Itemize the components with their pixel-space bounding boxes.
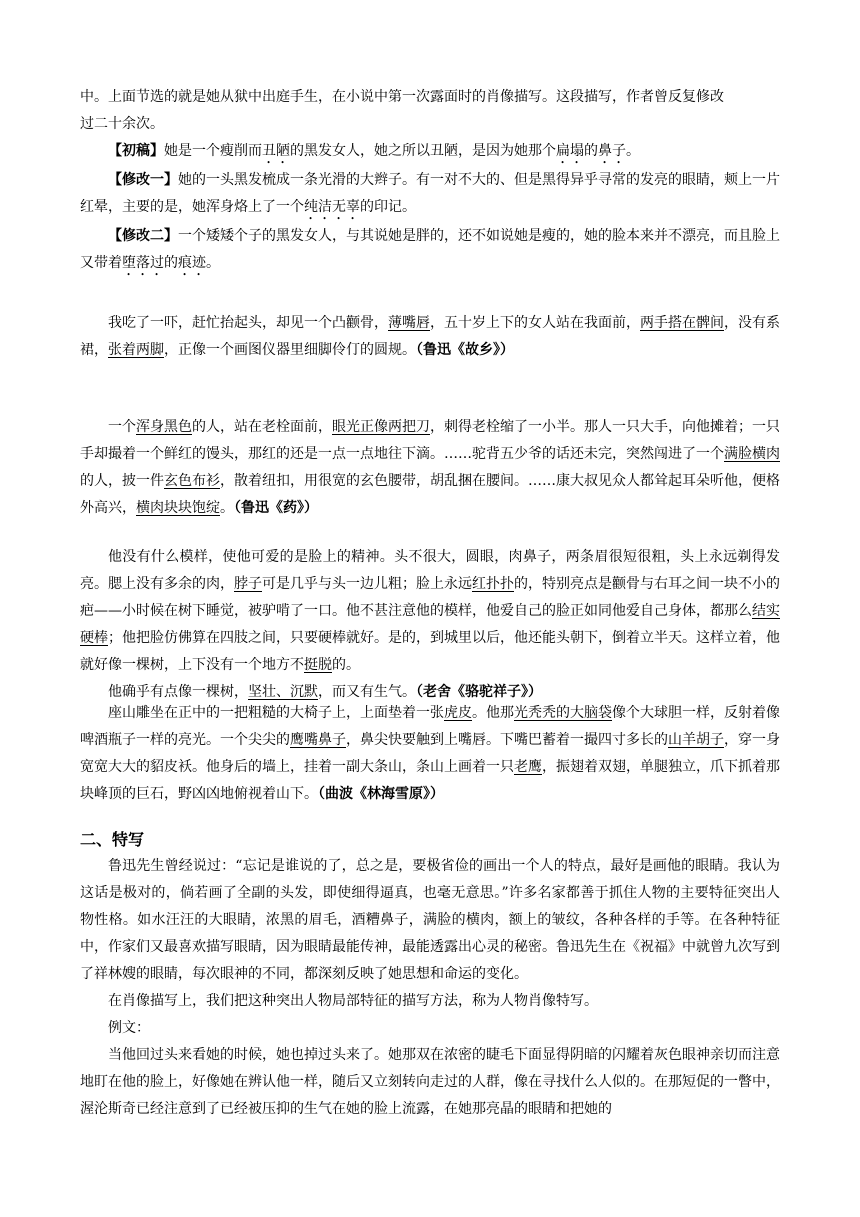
section-close-up [80, 826, 780, 1123]
example-luotuo-xiangzi: 他没有什么模样，使他可爱的是脸上的精神。头不很大，圆眼，肉鼻子，两条眉很短很粗，头上永远剃得发亮。腮上没有多余的肉，脖子可是几乎与头一边儿粗；脸上永远红扑扑的，特别亮点是颧骨与右耳之间一块不小的疤——小时候在树下睡觉，被驴啃了一口。他不甚注意他的模样，他爱自己的脸正如同他爱自己身体，都那么结实硬棒；他把脸仿佛算在四肢之间，只要硬棒就好。是的，到城里以后，他还能头朝下，倒着立半天。这样立着，他就好像一棵树，上下没有一个地方不挺脱的。 他确乎有点像一棵树，坚壮、沉默，而又有生气。（老舍《骆驼祥子》） [80, 549, 780, 700]
example-guxiang: 我吃了一吓，赶忙抬起头，却见一个凸颧骨，薄嘴唇，五十岁上下的女人站在我面前，两手搭在髀间，没有系裙，张着两脚，正像一个画图仪器里细脚伶仃的圆规。（鲁迅《故乡》） [80, 315, 780, 358]
underlined-phrase: 光秃秃的大脑袋 [514, 705, 612, 721]
section-paragraph-2: 在肖像描写上，我们把这种突出人物局部特征的描写方法，称为人物肖像特写。 [108, 993, 598, 1009]
underlined-phrase: 张着两脚 [108, 342, 164, 358]
underlined-phrase: 脖子 [234, 576, 262, 592]
underlined-phrase: 两手搭在髀间 [640, 315, 724, 331]
draft-tag: 【修改一】 [108, 172, 178, 188]
source-citation: （鲁迅《故乡》） [416, 342, 514, 358]
underlined-phrase: 满脸横肉 [724, 446, 780, 462]
draft-revision-1: 【修改一】她的一头黑发梳成一条光滑的大辫子。有一对不大的、但是黑得异乎寻常的发亮的眼睛，颊上一片红晕，主要的是，她浑身烙上了一个纯洁无辜的印记。 [80, 172, 780, 215]
section-heading: 二、特写 [80, 830, 145, 849]
draft-tag: 【初稿】 [108, 143, 164, 159]
underlined-phrase: 挺脱 [304, 657, 332, 673]
source-citation: （曲波《林海雪原》） [318, 786, 444, 802]
underlined-phrase: 坚壮、沉默 [248, 684, 318, 700]
underlined-phrase: 眼光正像两把刀 [332, 419, 430, 435]
intro-paragraph [80, 84, 780, 138]
underlined-phrase: 红扑扑 [472, 576, 514, 592]
underlined-phrase: 薄嘴唇 [388, 315, 430, 331]
dotted-phrase: 丑陋 [262, 143, 290, 159]
source-citation: （老舍《骆驼祥子》） [416, 684, 542, 700]
section-paragraph-1: 鲁迅先生曾经说过：“忘记是谁说的了，总之是，要极省俭的画出一个人的特点，最好是画他的眼睛。我认为这话是极对的，倘若画了全副的头发，即使细得逼真，也毫无意思。”许多名家都善于抓住人物的主要特征突出人物性格。如水汪汪的大眼睛，浓黑的眉毛，酒糟鼻子，满脸的横肉，额上的皱纹，各种各样的手等。在各种特征中，作家们又最喜欢描写眼睛，因为眼睛最能传神，最能透露出心灵的秘密。鲁迅先生在《祝福》中就曾九次写到了祥林嫂的眼睛，每次眼神的不同，都深刻反映了她思想和命运的变化。 [80, 858, 780, 982]
underlined-phrase: 鹰嘴鼻子 [290, 732, 346, 748]
underlined-phrase: 浑身黑色 [136, 419, 192, 435]
underlined-phrase: 老鹰 [514, 759, 542, 775]
drafts-block [80, 138, 780, 279]
underlined-phrase: 虎皮 [444, 705, 472, 721]
example-yao: 一个浑身黑色的人，站在老栓面前，眼光正像两把刀，刺得老栓缩了一小半。那人一只大手，向他摊着；一只手却撮着一个鲜红的馒头，那红的还是一点一点地往下滴。……驼背五少爷的话还未完，突然闯进了一个满脸横肉的人，披一件玄色布衫，散着纽扣，用很宽的玄色腰带，胡乱捆在腰间。……康大叔见众人都耸起耳朵听他，便格外高兴，横肉块块饱绽。（鲁迅《药》） [80, 419, 780, 516]
intro-line-1: 中。上面节选的就是她从狱中出庭手生，在小说中第一次露面时的肖像描写。这段描写，作者曾反复修改 [80, 89, 724, 105]
example-excerpt: 当他回过头来看她的时候，她也掉过头来了。她那双在浓密的睫毛下面显得阴暗的闪耀着灰色眼神亲切而注意地盯在他的脸上，好像她在辨认他一样，随后又立刻转向走过的人群，像在寻找什么人似的。在那短促的一瞥中，渥沦斯奇已经注意到了已经被压抑的生气在她的脸上流露，在她那亮晶的眼睛和把她的 [80, 1047, 780, 1117]
underlined-phrase: 结实硬棒 [80, 603, 780, 646]
dotted-phrase: 堕落过 [122, 255, 164, 271]
source-citation: （鲁迅《药》） [234, 500, 318, 516]
draft-revision-2: 【修改二】一个矮矮个子的黑发女人，与其说她是胖的，还不如说她是瘦的，她的脸本来并不漂亮，而且脸上又带着堕落过的痕迹。 [80, 228, 780, 271]
draft-initial: 【初稿】她是一个瘦削而丑陋的黑发女人，她之所以丑陋，是因为她那个扁塌的鼻子。 [108, 143, 640, 159]
dotted-phrase: 扁塌 [556, 143, 584, 159]
intro-line-2: 过二十余次。 [80, 116, 164, 132]
dotted-phrase: 纯洁无辜 [304, 199, 360, 215]
dotted-phrase: 痕迹 [178, 255, 206, 271]
draft-tag: 【修改二】 [108, 228, 178, 244]
example-linhai-xueyuan: 座山雕坐在正中的一把粗糙的大椅子上，上面垫着一张虎皮。他那光秃秃的大脑袋像个大球胆一样，反射着像啤酒瓶子一样的亮光。一个尖尖的鹰嘴鼻子，鼻尖快要触到上嘴唇。下嘴巴蓄着一撮四寸多长的山羊胡子，穿一身宽宽大大的貂皮袄。他身后的墙上，挂着一副大条山，条山上画着一只老鹰，振翅着双翅，单腿独立，爪下抓着那块峰顶的巨石，野凶凶地俯视着山下。（曲波《林海雪原》） [80, 705, 780, 802]
underlined-phrase: 玄色布衫 [164, 473, 220, 489]
dotted-phrase: 鼻子 [598, 143, 626, 159]
example-label: 例文： [108, 1020, 150, 1036]
underlined-phrase: 横肉块块饱绽 [136, 500, 220, 516]
underlined-phrase: 山羊胡子 [668, 732, 724, 748]
